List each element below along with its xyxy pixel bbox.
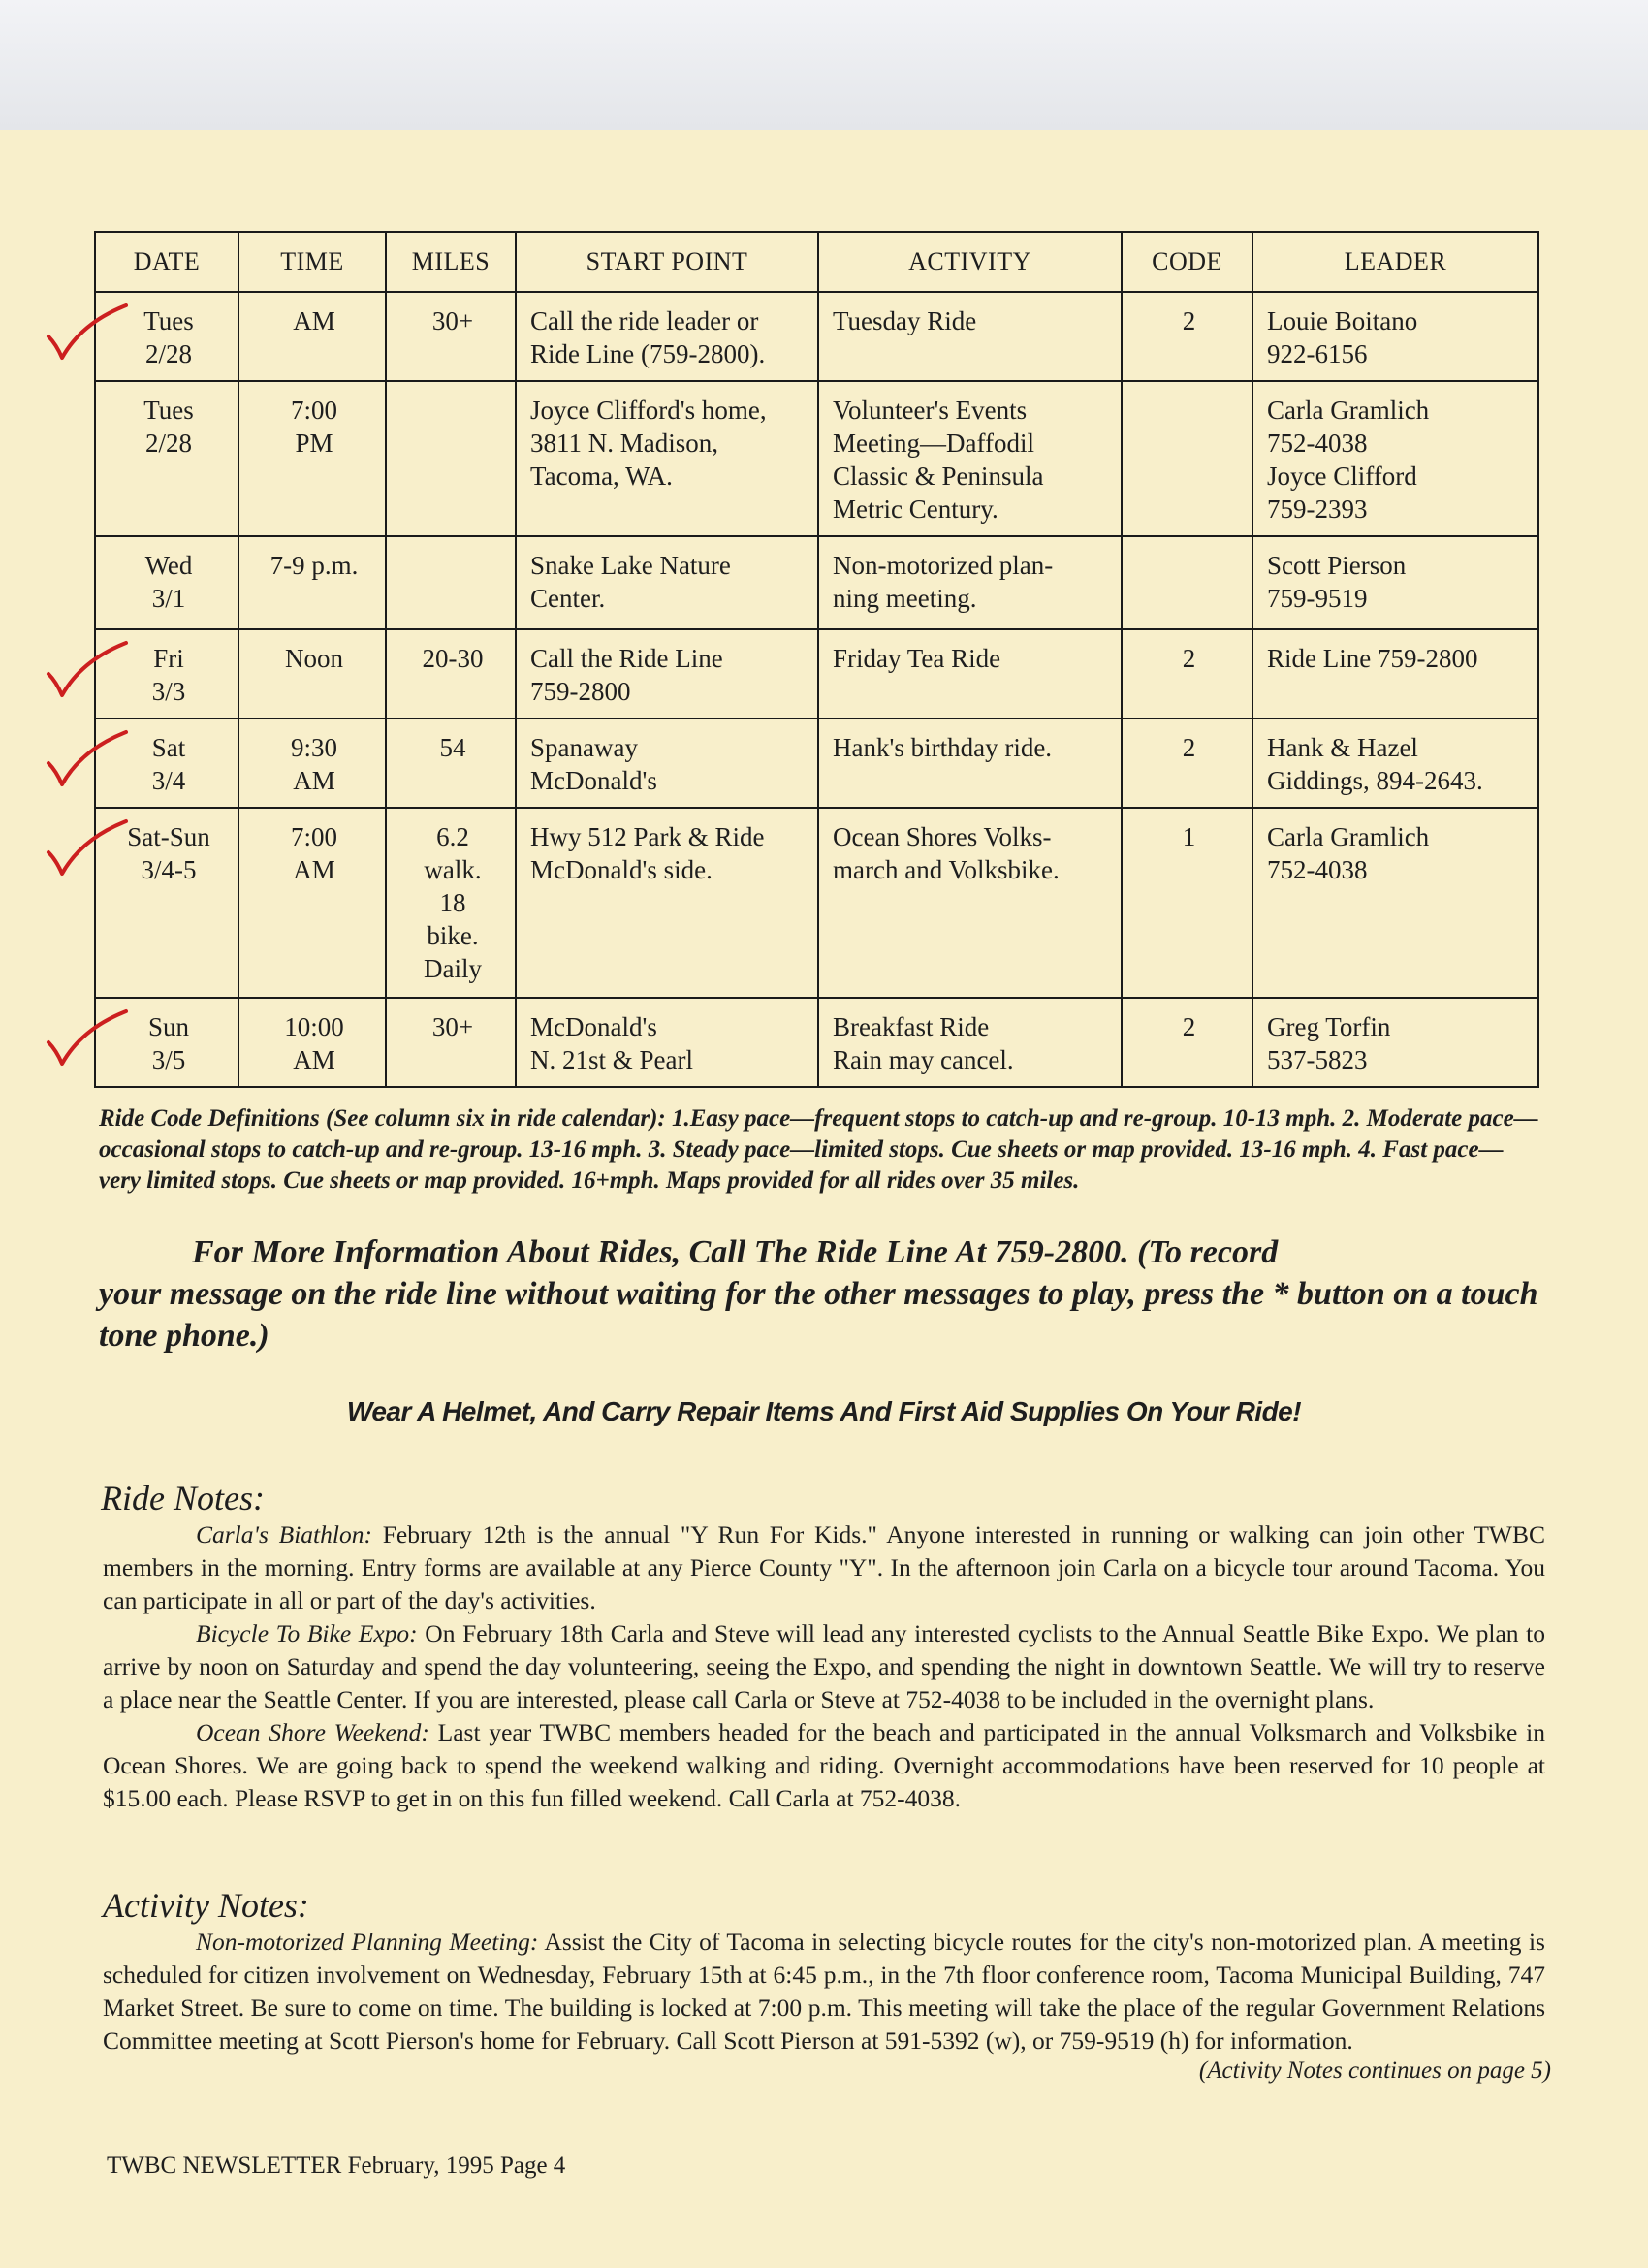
cell-miles: [386, 998, 516, 1087]
cell-line: 7:00: [290, 396, 337, 425]
cell-miles: [386, 381, 516, 536]
cell-line: 6.2: [436, 822, 469, 851]
cell-time: [238, 629, 386, 719]
cell-miles: [386, 292, 516, 381]
cell-line: 54: [439, 733, 466, 762]
cell-line: N. 21st & Pearl: [530, 1045, 693, 1074]
cell-line: 3/4-5: [141, 855, 197, 884]
cell-time: [238, 719, 386, 808]
table-row: [95, 629, 1538, 719]
cell-start: [516, 808, 818, 998]
ride-notes-body: [103, 1518, 1545, 1815]
ride-line-info-line2: your message on the ride line without waiting for the other messages to play, press the * button on a touch tone phone.): [99, 1276, 1538, 1354]
cell-date: [95, 381, 238, 536]
cell-line: Giddings, 894-2643.: [1267, 766, 1483, 795]
cell-line: Joyce Clifford: [1267, 462, 1417, 491]
cell-start: [516, 292, 818, 381]
cell-start: [516, 998, 818, 1087]
cell-code: 1: [1122, 808, 1252, 998]
cell-miles: [386, 536, 516, 629]
cell-line: Fri: [153, 644, 184, 673]
cell-start: [516, 381, 818, 536]
cell-line: Tues: [143, 396, 194, 425]
cell-line: 18: [439, 888, 466, 917]
cell-line: ning meeting.: [833, 584, 977, 613]
newsletter-footer: TWBC NEWSLETTER February, 1995 Page 4: [107, 2153, 566, 2179]
cell-line: 7:00: [290, 822, 337, 851]
cell-line: Sat-Sun: [127, 822, 210, 851]
header-date: DATE: [95, 232, 238, 292]
cell-line: 2/28: [144, 339, 192, 368]
cell-line: march and Volksbike.: [833, 855, 1060, 884]
activity-notes-body: [103, 1926, 1545, 2058]
cell-code: [1122, 381, 1252, 536]
cell-code: 2: [1122, 998, 1252, 1087]
table-row: [95, 381, 1538, 536]
note-text: Last year TWBC members headed for the beach and participated in the annual Volksmarch and Volksbike in Ocean Shores. We are going back to spend the weekend walking and riding. Overnight accommodations have been reserved for 10 people at $15.00 each. Please RSVP to get in on this fun filled weekend. Call Carla at 752-4038.: [103, 1718, 1545, 1812]
cell-line: 30+: [431, 306, 474, 335]
cell-line: Sun: [147, 1012, 190, 1041]
note-text: February 12th is the annual "Y Run For Kids." Anyone interested in running or walking can join other TWBC members in the morning. Entry forms are available at any Pierce County "Y". In the afternoon join Carla on a bicycle tour around Tacoma. You can participate in all or part of the day's activities.: [103, 1520, 1545, 1614]
cell-activity: [818, 629, 1122, 719]
cell-line: Rain may cancel.: [833, 1045, 1014, 1074]
cell-line: 7-9 p.m.: [269, 551, 359, 580]
table-row: [95, 719, 1538, 808]
cell-line: 759-9519: [1267, 584, 1368, 613]
cell-leader: [1252, 719, 1538, 808]
cell-line: 20-30: [422, 644, 484, 673]
cell-line: 752-4038: [1267, 855, 1368, 884]
cell-date: [95, 536, 238, 629]
header-start-point: START POINT: [516, 232, 818, 292]
cell-leader: [1252, 998, 1538, 1087]
ride-calendar-table: [94, 231, 1539, 1088]
cell-miles: [386, 629, 516, 719]
cell-date: [95, 998, 238, 1087]
note-lead: Bicycle To Bike Expo:: [196, 1619, 418, 1647]
cell-code: 2: [1122, 719, 1252, 808]
continued-note: (Activity Notes continues on page 5): [1198, 2058, 1551, 2084]
ride-notes-heading: Ride Notes:: [101, 1479, 265, 1517]
note-paragraph: [103, 1617, 1545, 1716]
cell-time: [238, 998, 386, 1087]
header-leader: LEADER: [1252, 232, 1538, 292]
cell-line: Tuesday Ride: [833, 306, 977, 335]
ride-code-definitions: Ride Code Definitions (See column six in ride calendar): 1.Easy pace—frequent stops to catch-up and re-group. 10-13 mph. 2. Moderate pace—occasional stops to catch-up and re-group. 13-16 mph. 3. Steady pace—limited stops. Cue sheets or map provided. 13-16 mph. 4. Fast pace—very limited stops. Cue sheets or map provided. 16+mph. Maps provided for all rides over 35 miles.: [99, 1105, 1538, 1194]
cell-line: Ride Line (759-2800).: [530, 339, 766, 368]
cell-time: [238, 292, 386, 381]
cell-line: 2/28: [144, 429, 192, 458]
cell-line: McDonald's: [530, 1012, 657, 1041]
cell-code: 2: [1122, 629, 1252, 719]
cell-leader: [1252, 292, 1538, 381]
cell-line: Tues: [143, 306, 194, 335]
table-row: [95, 998, 1538, 1087]
cell-line: Daily: [424, 954, 482, 983]
cell-line: bike.: [427, 921, 479, 950]
cell-line: Breakfast Ride: [833, 1012, 990, 1041]
cell-line: 3811 N. Madison,: [530, 429, 718, 458]
cell-line: AM: [293, 855, 335, 884]
table-row: [95, 808, 1538, 998]
scan-background: [0, 0, 1648, 130]
cell-line: Call the ride leader or: [530, 306, 759, 335]
cell-line: 759-2800: [530, 677, 631, 706]
cell-date: [95, 629, 238, 719]
cell-line: 752-4038: [1267, 429, 1368, 458]
cell-miles: [386, 719, 516, 808]
cell-date: [95, 808, 238, 998]
cell-start: [516, 719, 818, 808]
note-lead: Ocean Shore Weekend:: [196, 1718, 429, 1746]
cell-line: 922-6156: [1267, 339, 1368, 368]
ride-line-info: [99, 1231, 1553, 1357]
cell-time: [238, 808, 386, 998]
cell-line: Greg Torfin: [1267, 1012, 1391, 1041]
cell-activity: [818, 292, 1122, 381]
note-lead: Non-motorized Planning Meeting:: [196, 1928, 539, 1956]
table-header-row: [95, 232, 1538, 292]
header-activity: ACTIVITY: [818, 232, 1122, 292]
cell-line: McDonald's side.: [530, 855, 713, 884]
cell-line: Hank's birthday ride.: [833, 733, 1053, 762]
cell-code: [1122, 536, 1252, 629]
note-paragraph: [103, 1518, 1545, 1617]
note-lead: Carla's Biathlon:: [196, 1520, 372, 1549]
cell-line: 30+: [431, 1012, 474, 1041]
cell-line: Wed: [144, 551, 193, 580]
cell-line: Sat: [151, 733, 186, 762]
header-miles: MILES: [386, 232, 516, 292]
cell-activity: [818, 719, 1122, 808]
ride-line-info-line1: For More Information About Rides, Call The Ride Line At 759-2800. (To record: [192, 1234, 1279, 1270]
header-code: CODE: [1122, 232, 1252, 292]
cell-line: 9:30: [290, 733, 337, 762]
header-time: TIME: [238, 232, 386, 292]
cell-date: [95, 292, 238, 381]
cell-leader: [1252, 808, 1538, 998]
cell-line: Metric Century.: [833, 495, 998, 524]
cell-start: [516, 629, 818, 719]
cell-code: 2: [1122, 292, 1252, 381]
table-row: [95, 292, 1538, 381]
cell-time: [238, 381, 386, 536]
cell-line: 3/3: [151, 677, 186, 706]
cell-line: Non-motorized plan-: [833, 551, 1054, 580]
cell-line: Scott Pierson: [1267, 551, 1407, 580]
cell-line: Volunteer's Events: [833, 396, 1028, 425]
note-paragraph: [103, 1716, 1545, 1815]
cell-line: Noon: [285, 644, 343, 673]
cell-line: AM: [293, 1045, 335, 1074]
cell-activity: [818, 381, 1122, 536]
helmet-reminder: Wear A Helmet, And Carry Repair Items And First Aid Supplies On Your Ride!: [346, 1396, 1302, 1426]
table-row: [95, 536, 1538, 629]
cell-line: AM: [293, 306, 335, 335]
cell-leader: [1252, 629, 1538, 719]
cell-line: Classic & Peninsula: [833, 462, 1044, 491]
cell-line: Carla Gramlich: [1267, 822, 1430, 851]
cell-line: Snake Lake Nature: [530, 551, 731, 580]
cell-line: Meeting—Daffodil: [833, 429, 1034, 458]
cell-leader: [1252, 381, 1538, 536]
cell-line: walk.: [424, 855, 482, 884]
activity-notes-heading: Activity Notes:: [103, 1886, 309, 1925]
cell-line: Spanaway: [530, 733, 638, 762]
cell-line: McDonald's: [530, 766, 657, 795]
cell-activity: [818, 808, 1122, 998]
cell-activity: [818, 998, 1122, 1087]
note-paragraph: [103, 1926, 1545, 2058]
cell-line: 3/4: [151, 766, 186, 795]
cell-line: AM: [293, 766, 335, 795]
cell-line: Ocean Shores Volks-: [833, 822, 1052, 851]
cell-activity: [818, 536, 1122, 629]
cell-line: 10:00: [284, 1012, 344, 1041]
cell-line: Friday Tea Ride: [833, 644, 1001, 673]
cell-line: 537-5823: [1267, 1045, 1368, 1074]
cell-date: [95, 719, 238, 808]
note-text: On February 18th Carla and Steve will lead any interested cyclists to the Annual Seattle Bike Expo. We plan to arrive by noon on Saturday and spend the day volunteering, seeing the Expo, and spending the night in downtown Seattle. We will try to reserve a place near the Seattle Center. If you are interested, please call Carla or Steve at 752-4038 to be included in the overnight plans.: [103, 1619, 1545, 1713]
cell-start: [516, 536, 818, 629]
cell-line: 3/5: [151, 1045, 186, 1074]
cell-time: [238, 536, 386, 629]
cell-line: Ride Line 759-2800: [1267, 644, 1478, 673]
cell-line: Carla Gramlich: [1267, 396, 1430, 425]
cell-line: Center.: [530, 584, 606, 613]
cell-leader: [1252, 536, 1538, 629]
cell-line: PM: [295, 429, 333, 458]
cell-line: 3/1: [151, 584, 186, 613]
note-text: Assist the City of Tacoma in selecting bicycle routes for the city's non-motorized plan. A meeting is scheduled for citizen involvement on Wednesday, February 15th at 6:45 p.m., in the 7th floor conference room, Tacoma Municipal Building, 747 Market Street. Be sure to come on time. The building is locked at 7:00 p.m. This meeting will take the place of the regular Government Relations Committee meeting at Scott Pierson's home for February. Call Scott Pierson at 591-5392 (w), or 759-9519 (h) for information.: [103, 1928, 1545, 2055]
cell-line: Tacoma, WA.: [530, 462, 673, 491]
cell-line: 759-2393: [1267, 495, 1368, 524]
cell-miles: [386, 808, 516, 998]
cell-line: Call the Ride Line: [530, 644, 723, 673]
cell-line: Hwy 512 Park & Ride: [530, 822, 765, 851]
cell-line: Joyce Clifford's home,: [530, 396, 767, 425]
cell-line: Hank & Hazel: [1267, 733, 1418, 762]
cell-line: Louie Boitano: [1267, 306, 1418, 335]
